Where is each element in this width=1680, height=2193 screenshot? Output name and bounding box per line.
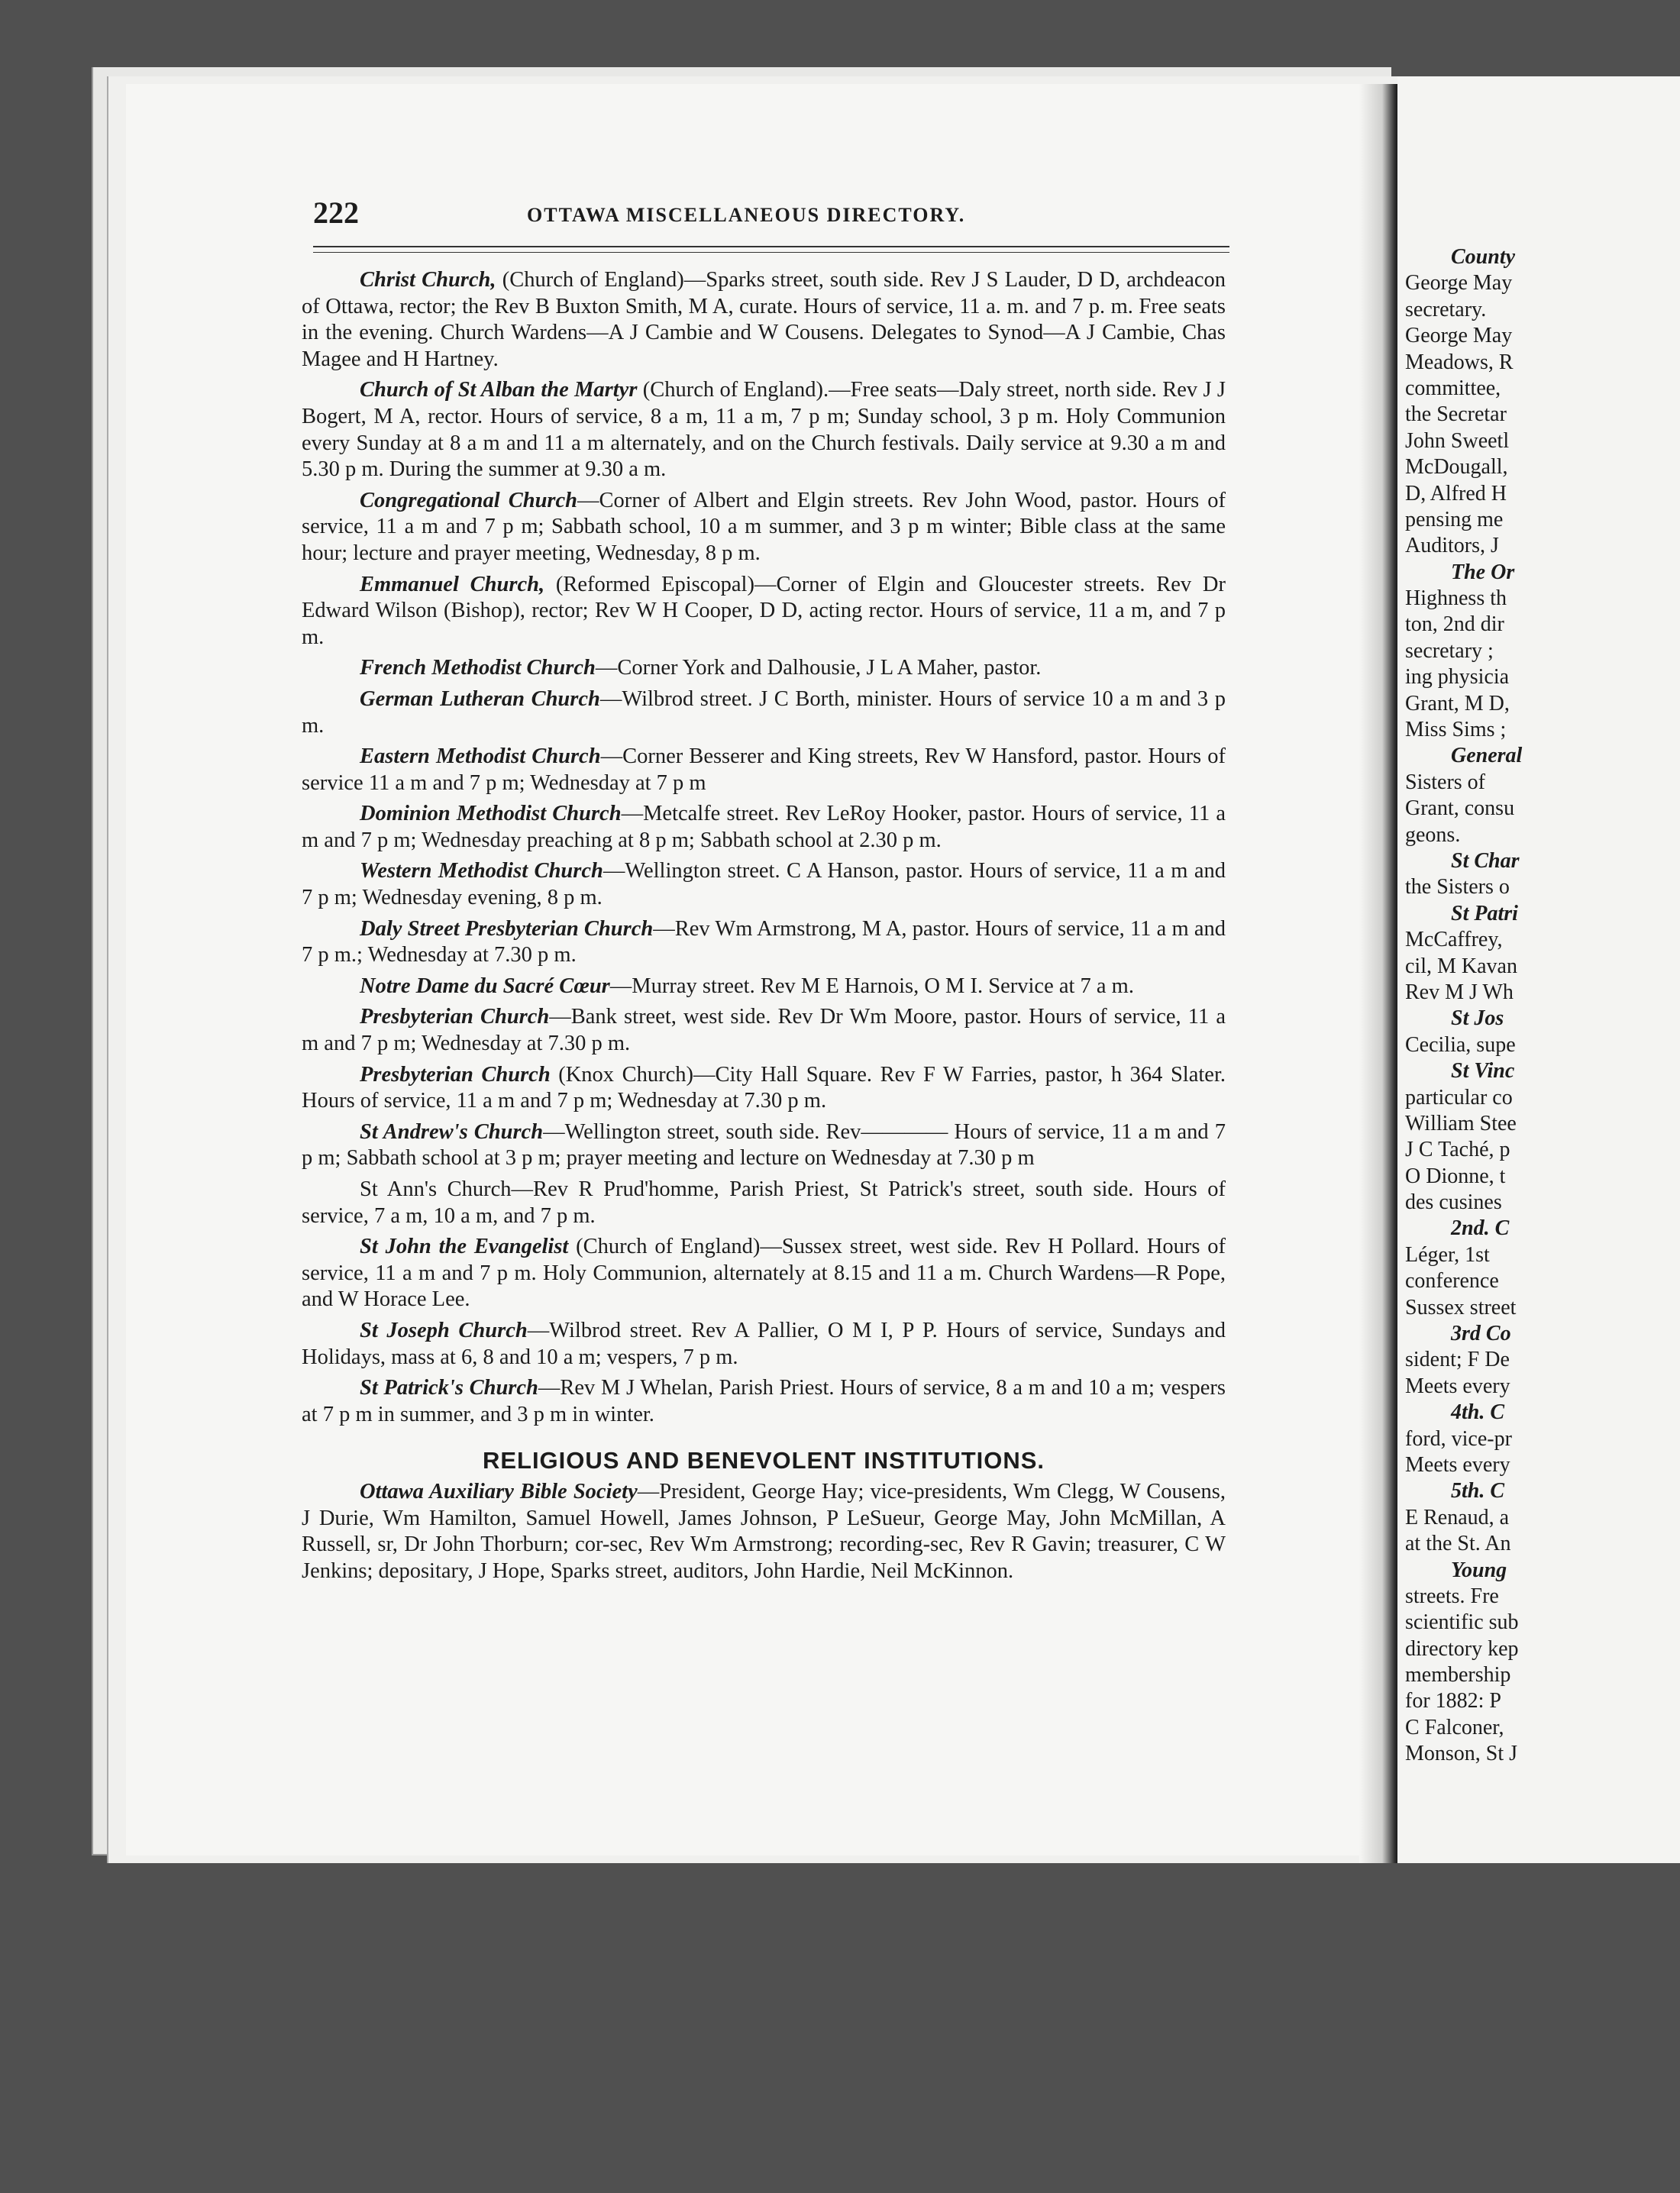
church-entries [302, 267, 1226, 1428]
entry-name: Eastern Methodist Church [360, 744, 601, 769]
right-page-line: pensing me [1405, 507, 1504, 531]
right-page-line: geons. [1405, 822, 1461, 847]
directory-entry [302, 974, 1226, 1000]
directory-entry [302, 655, 1226, 682]
right-page-line: for 1882: P [1405, 1689, 1501, 1713]
right-page-line: membership [1405, 1663, 1511, 1688]
right-page-line: George May [1405, 271, 1513, 296]
right-page-line: Grant, M D, [1405, 691, 1510, 715]
entry-name: Emmanuel Church, [360, 572, 545, 596]
right-page-line: streets. Fre [1405, 1584, 1499, 1608]
page-header [313, 195, 1229, 241]
right-page-line: St Patri [1451, 901, 1518, 925]
right-page-line: William Stee [1405, 1111, 1517, 1135]
right-page-line: The Or [1451, 560, 1515, 584]
right-page-line: Sisters of [1405, 770, 1485, 794]
right-page-line: E Renaud, a [1405, 1505, 1510, 1529]
right-page-line: Sussex street [1405, 1295, 1517, 1319]
right-page-line: particular co [1405, 1085, 1513, 1109]
right-page-line: C Falconer, [1405, 1715, 1504, 1739]
entry-text: St Ann's Church—Rev R Prud'homme, Parish Priest, St Patrick's street, south side. Hours of service, 7 a m, 10 a m, and 7 p m. [302, 1177, 1226, 1228]
right-page-line: 5th. C [1451, 1479, 1505, 1503]
entry-text: —Corner York and Dalhousie, J L A Maher, pastor. [595, 656, 1042, 680]
right-page-line: at the St. An [1405, 1532, 1511, 1556]
directory-entry [302, 744, 1226, 796]
right-page-line: Monson, St J [1405, 1742, 1518, 1766]
right-page-line: secretary ; [1405, 638, 1494, 663]
entry-text: (Church of England)—Sussex street, west side. Rev H Pollard. Hours of service, 11 a m and 7 p m. Holy Communion, alternately at 8.15 and 11 a m. Church Wardens—R Pope, and W Horace Lee. [302, 1235, 1226, 1312]
right-page-line: Rev M J Wh [1405, 980, 1514, 1004]
header-rule-thin [313, 252, 1229, 253]
right-page-text [1405, 244, 1680, 1768]
right-page-line: Grant, consu [1405, 796, 1515, 821]
directory-entry [302, 1119, 1226, 1172]
directory-entry [302, 1318, 1226, 1371]
entry-name: Daly Street Presbyterian Church [360, 916, 654, 941]
right-page-line: sident; F De [1405, 1348, 1510, 1372]
right-page-line: John Sweetl [1405, 428, 1510, 453]
right-page-line: O Dionne, t [1405, 1164, 1506, 1188]
entry-text: —Wellington street. C A Hanson, pastor. Hours of service, 11 a m and 7 p m; Wednesday evening, 8 p m. [302, 859, 1226, 910]
entry-text: —Rev M J Whelan, Parish Priest. Hours of service, 8 a m and 10 a m; vespers at 7 p m in summer, and 3 p m in winter. [302, 1376, 1226, 1426]
entry-text: —Rev Wm Armstrong, M A, pastor. Hours of service, 11 a m and 7 p m.; Wednesday at 7.30 p m. [302, 916, 1226, 967]
right-page-line: McCaffrey, [1405, 928, 1503, 952]
right-page-line: ford, vice-pr [1405, 1426, 1512, 1451]
entry-name: St Andrew's Church [360, 1119, 544, 1144]
entry-text: —Metcalfe street. Rev LeRoy Hooker, pastor. Hours of service, 11 a m and 7 p m; Wednesday preaching at 8 p m; Sabbath school at 2.30 p m. [302, 802, 1226, 852]
right-page-line: secretary. [1405, 297, 1487, 321]
directory-entry [302, 1062, 1226, 1115]
entry-text: —Murray street. Rev M E Harnois, O M I. Service at 7 a m. [609, 974, 1134, 998]
entry-text: —Wilbrod street. Rev A Pallier, O M I, P P. Hours of service, Sundays and Holidays, mass at 6, 8 and 10 a m; vespers, 7 p m. [302, 1318, 1226, 1369]
right-page-line: County [1451, 245, 1516, 269]
directory-entry [302, 488, 1226, 567]
right-page-line: the Sisters o [1405, 875, 1510, 899]
right-page-line: George May [1405, 324, 1513, 348]
right-page-line: directory kep [1405, 1636, 1519, 1661]
directory-entry [302, 686, 1226, 739]
directory-entry [302, 916, 1226, 969]
page-number: 222 [313, 195, 359, 230]
running-head: OTTAWA MISCELLANEOUS DIRECTORY. [527, 204, 966, 226]
right-page-line: General [1451, 744, 1523, 768]
directory-entry [302, 858, 1226, 911]
right-page-line: J C Taché, p [1405, 1138, 1510, 1162]
directory-entry [302, 801, 1226, 854]
right-page-line: Meets every [1405, 1452, 1510, 1477]
entry-name: Dominion Methodist Church [360, 802, 622, 826]
directory-entry [302, 377, 1226, 483]
directory-entry [302, 1177, 1226, 1229]
right-page-line: Léger, 1st [1405, 1242, 1490, 1267]
entry-text: (Reformed Episcopal)—Corner of Elgin and Gloucester streets. Rev Dr Edward Wilson (Bishop), rector; Rev W H Cooper, D D, acting rector. Hours of service, 11 a m, and 7 p m. [302, 572, 1226, 649]
right-page-line: committee, [1405, 376, 1501, 400]
right-page-line: scientific sub [1405, 1610, 1519, 1635]
right-page-line: St Jos [1451, 1006, 1504, 1031]
entry-text: (Church of England).—Free seats—Daly street, north side. Rev J J Bogert, M A, rector. Hours of service, 8 a m, 11 a m, 7 p m; Sunday school, 3 p m. Holy Communion every Sunday at 8 a m and 11 a m alternately, and on the Church festivals. Daily service at 9.30 a m and 5.30 p m. During the summer at 9.30 a m. [302, 378, 1226, 482]
right-page-line: St Char [1451, 848, 1520, 873]
right-page-line: ing physicia [1405, 665, 1510, 690]
directory-entry [302, 572, 1226, 651]
right-page-line: McDougall, [1405, 455, 1508, 480]
right-page-line: 4th. C [1451, 1400, 1505, 1425]
right-page-line: Cecilia, supe [1405, 1032, 1516, 1057]
right-page-line: Highness th [1405, 586, 1507, 611]
right-page-line: cil, M Kavan [1405, 954, 1517, 978]
directory-content [302, 267, 1226, 1589]
header-rule [313, 246, 1229, 247]
entry-text: —Corner Besserer and King streets, Rev W Hansford, pastor. Hours of service 11 a m and 7 p m; Wednesday at 7 p m [302, 744, 1226, 795]
entry-text: (Knox Church)—City Hall Square. Rev F W Farries, pastor, h 364 Slater. Hours of service, 11 a m and 7 p m; Wednesday at 7.30 p m. [302, 1062, 1226, 1113]
right-page-line: ton, 2nd dir [1405, 612, 1504, 637]
entry-text: (Church of England)—Sparks street, south side. Rev J S Lauder, D D, archdeacon of Ottawa, rector; the Rev B Buxton Smith, M A, curate. Hours of service, 11 a. m. and 7 p. m. Free seats in the evening. Church Wardens—A J Cambie and W Cousens. Delegates to Synod—A J Cambie, Chas Magee and H Hartney. [302, 268, 1226, 371]
entry-name: Congregational Church [360, 488, 578, 512]
right-page-line: Young [1451, 1558, 1507, 1582]
right-page-line: St Vinc [1451, 1059, 1515, 1084]
right-page-line: des cusines [1405, 1190, 1502, 1215]
book-gutter [1359, 84, 1397, 1863]
entry-text: —Bank street, west side. Rev Dr Wm Moore, pastor. Hours of service, 11 a m and 7 p m; Wednesday at 7.30 p m. [302, 1005, 1226, 1056]
entry-text: —President, George Hay; vice-presidents, Wm Clegg, W Cousens, J Durie, Wm Hamilton, Samuel Howell, James Johnson, P LeSueur, George May, John McMillan, A Russell, sr, Dr John Thorburn; cor-sec, Rev Wm Armstrong; recording-sec, Rev R Gavin; treasurer, C W Jenkins; depositary, J Hope, Sparks street, auditors, John Hardie, Neil McKinnon. [302, 1479, 1226, 1583]
directory-entry [302, 1375, 1226, 1428]
right-page-line: Meadows, R [1405, 350, 1514, 374]
entry-name: St John the Evangelist [360, 1235, 569, 1259]
entry-name: Notre Dame du Sacré Cœur [360, 974, 610, 998]
entry-name: German Lutheran Church [360, 686, 600, 711]
section-entry [302, 1479, 1226, 1584]
section-heading: RELIGIOUS AND BENEVOLENT INSTITUTIONS. [482, 1447, 1045, 1474]
entry-text: —Corner of Albert and Elgin streets. Rev John Wood, pastor. Hours of service, 11 a m and 7 p m; Sabbath school, 10 a m summer, and 3 p m winter; Bible class at the same hour; lecture and prayer meeting, Wednesday, 8 p m. [302, 488, 1226, 565]
entry-name: French Methodist Church [360, 656, 596, 680]
right-page-line: D, Alfred H [1405, 481, 1507, 505]
right-page-line: 3rd Co [1451, 1322, 1511, 1346]
entry-name: Presbyterian Church [360, 1062, 551, 1087]
directory-entry [302, 267, 1226, 373]
right-page-line: conference [1405, 1269, 1499, 1294]
entry-name: Western Methodist Church [360, 859, 603, 883]
entry-name: St Joseph Church [360, 1318, 528, 1342]
entry-name: Ottawa Auxiliary Bible Society [360, 1479, 638, 1503]
right-page [1397, 76, 1680, 1863]
right-page-line: Auditors, J [1405, 534, 1499, 558]
entry-name: Presbyterian Church [360, 1005, 550, 1029]
right-page-line: the Secretar [1405, 402, 1507, 427]
entry-name: Church of St Alban the Martyr [360, 378, 638, 402]
directory-entry [302, 1234, 1226, 1313]
right-page-line: Miss Sims ; [1405, 718, 1507, 742]
entry-name: St Patrick's Church [360, 1376, 538, 1400]
entry-name: Christ Church, [360, 268, 496, 292]
directory-entry [302, 1004, 1226, 1057]
entry-text: —Wilbrod street. J C Borth, minister. Hours of service 10 a m and 3 p m. [302, 686, 1226, 738]
entry-text: —Wellington street, south side. Rev———— Hours of service, 11 a m and 7 p m; Sabbath school at 3 p m; prayer meeting and lecture on Wednesday at 7.30 p m [302, 1119, 1226, 1171]
right-page-line: 2nd. C [1451, 1216, 1510, 1241]
right-page-line: Meets every [1405, 1374, 1510, 1398]
